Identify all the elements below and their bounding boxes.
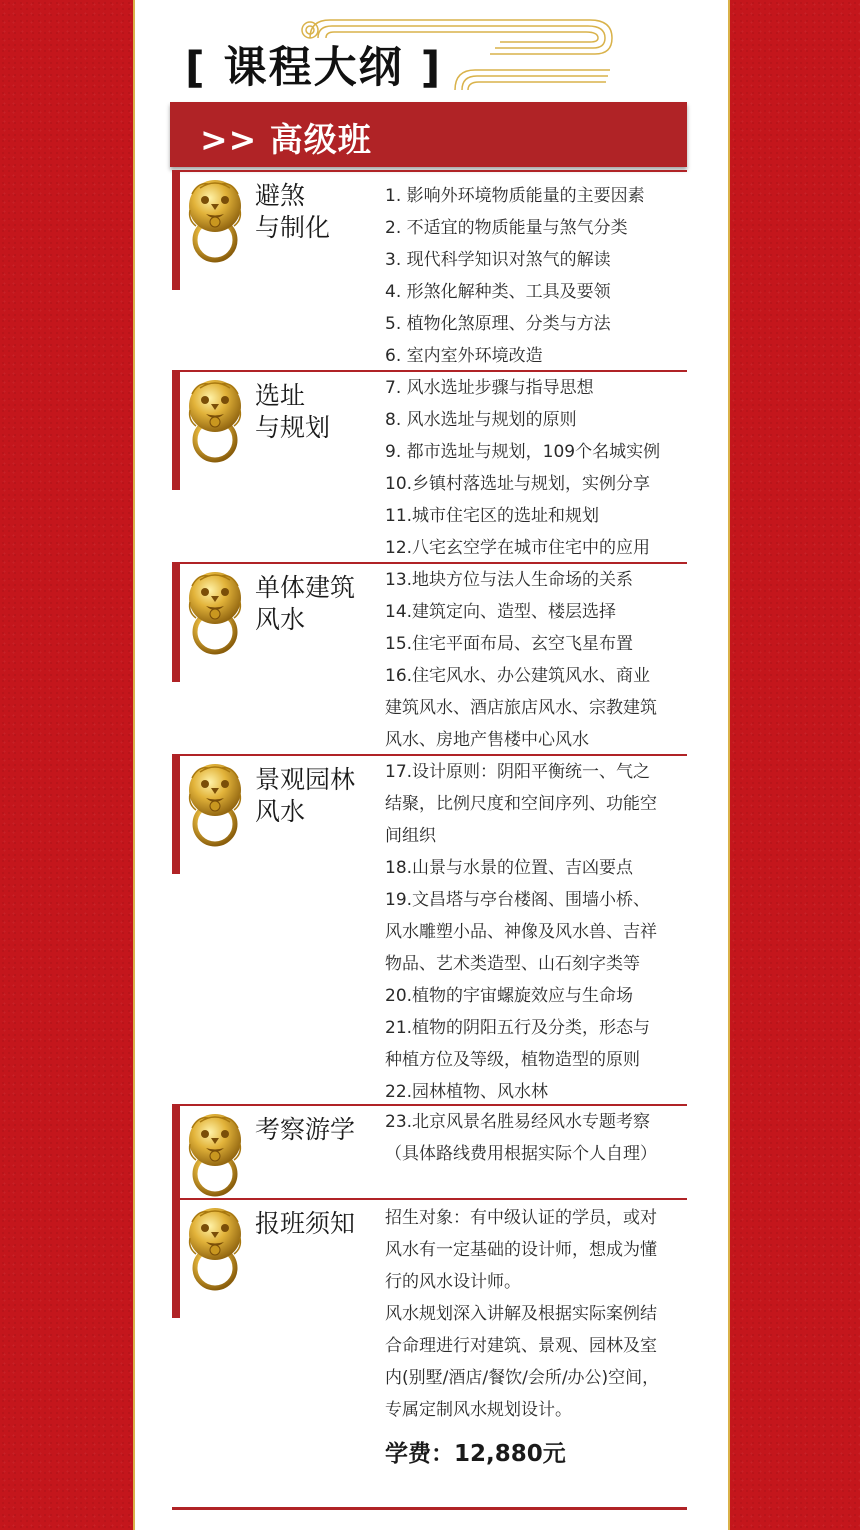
section-divider (172, 170, 687, 172)
section-side-bar (172, 754, 180, 874)
section-title: 考察游学 (255, 1115, 356, 1144)
section-title: 单体建筑 风水 (255, 573, 356, 634)
lion-door-knocker-icon (184, 1110, 246, 1198)
section-side-bar (172, 1104, 180, 1198)
list-item: 风水规划深入讲解及根据实际案例结 (385, 1304, 657, 1324)
list-item: 11.城市住宅区的选址和规划 (385, 506, 600, 526)
list-item: 9. 都市选址与规划，109个名城实例 (385, 442, 661, 462)
list-item: 物品、艺术类造型、山石刻字类等 (385, 954, 640, 974)
section-side-bar (172, 1198, 180, 1318)
list-item: 16.住宅风水、办公建筑风水、商业 (385, 666, 651, 686)
section-field-study (170, 1104, 687, 1198)
banner-title: >> 高级班 (200, 120, 372, 159)
section-item-list (385, 1106, 685, 1170)
list-item: 10.乡镇村落选址与规划，实例分享 (385, 474, 651, 494)
list-item: 风水雕塑小品、神像及风水兽、吉祥 (385, 922, 657, 942)
list-item: 14.建筑定向、造型、楼层选择 (385, 602, 617, 622)
section-enrollment-notice (170, 1198, 687, 1498)
list-item: 3. 现代科学知识对煞气的解读 (385, 250, 611, 270)
list-item: 建筑风水、酒店旅店风水、宗教建筑 (385, 698, 657, 718)
list-item: 结聚，比例尺度和空间序列、功能空 (385, 794, 657, 814)
list-item: 风水、房地产售楼中心风水 (385, 730, 589, 750)
list-item: 专属定制风水规划设计。 (385, 1400, 572, 1420)
lion-door-knocker-icon (184, 376, 246, 464)
list-item: 风水有一定基础的设计师，想成为懂 (385, 1240, 657, 1260)
list-item: 22.园林植物、风水林 (385, 1082, 549, 1102)
bottom-divider (172, 1507, 687, 1510)
lion-door-knocker-icon (184, 760, 246, 848)
list-item: 行的风水设计师。 (385, 1272, 521, 1292)
list-item: 5. 植物化煞原理、分类与方法 (385, 314, 611, 334)
list-item: 间组织 (385, 826, 436, 846)
list-item: 合命理进行对建筑、景观、园林及室 (385, 1336, 657, 1356)
lion-door-knocker-icon (184, 176, 246, 264)
list-item: 20.植物的宇宙螺旋效应与生命场 (385, 986, 634, 1006)
lion-door-knocker-icon (184, 568, 246, 656)
section-site-selection (170, 370, 687, 562)
list-item: 13.地块方位与法人生命场的关系 (385, 570, 634, 590)
list-item: 1. 影响外环境物质能量的主要因素 (385, 186, 645, 206)
section-side-bar (172, 562, 180, 682)
list-item: （具体路线费用根据实际个人自理） (385, 1144, 657, 1164)
lion-door-knocker-icon (184, 1204, 246, 1292)
section-item-list (385, 372, 685, 564)
section-item-list (385, 180, 685, 372)
section-avoid-sha (170, 170, 687, 370)
list-item: 12.八宅玄空学在城市住宅中的应用 (385, 538, 651, 558)
list-item: 招生对象：有中级认证的学员，或对 (385, 1208, 657, 1228)
section-single-building (170, 562, 687, 754)
page-title: [ 课程大纲 ] (185, 43, 443, 93)
section-divider (172, 1198, 687, 1200)
list-item: 23.北京风景名胜易经风水专题考察 (385, 1112, 651, 1132)
section-landscape-garden (170, 754, 687, 1104)
list-item: 17.设计原则：阴阳平衡统一、气之 (385, 762, 651, 782)
section-item-list (385, 564, 685, 756)
list-item: 内(别墅/酒店/餐饮/会所/办公)空间， (385, 1368, 660, 1388)
section-title: 景观园林 风水 (255, 765, 356, 826)
list-item: 8. 风水选址与规划的原则 (385, 410, 577, 430)
list-item: 15.住宅平面布局、玄空飞星布置 (385, 634, 634, 654)
list-item: 6. 室内室外环境改造 (385, 346, 543, 366)
list-item: 种植方位及等级，植物造型的原则 (385, 1050, 640, 1070)
tuition-fee: 学费：12,880元 (385, 1441, 566, 1467)
list-item: 7. 风水选址步骤与指导思想 (385, 378, 594, 398)
section-title: 选址 与规划 (255, 381, 331, 442)
section-side-bar (172, 170, 180, 290)
list-item: 2. 不适宜的物质能量与煞气分类 (385, 218, 628, 238)
section-title: 报班须知 (255, 1209, 356, 1238)
section-side-bar (172, 370, 180, 490)
section-item-list (385, 1202, 685, 1476)
list-item: 19.文昌塔与亭台楼阁、围墙小桥、 (385, 890, 651, 910)
list-item: 18.山景与水景的位置、吉凶要点 (385, 858, 634, 878)
list-item: 21.植物的阴阳五行及分类，形态与 (385, 1018, 651, 1038)
section-item-list (385, 756, 685, 1108)
course-level-banner (170, 102, 687, 167)
list-item: 4. 形煞化解种类、工具及要领 (385, 282, 611, 302)
section-title: 避煞 与制化 (255, 181, 331, 242)
